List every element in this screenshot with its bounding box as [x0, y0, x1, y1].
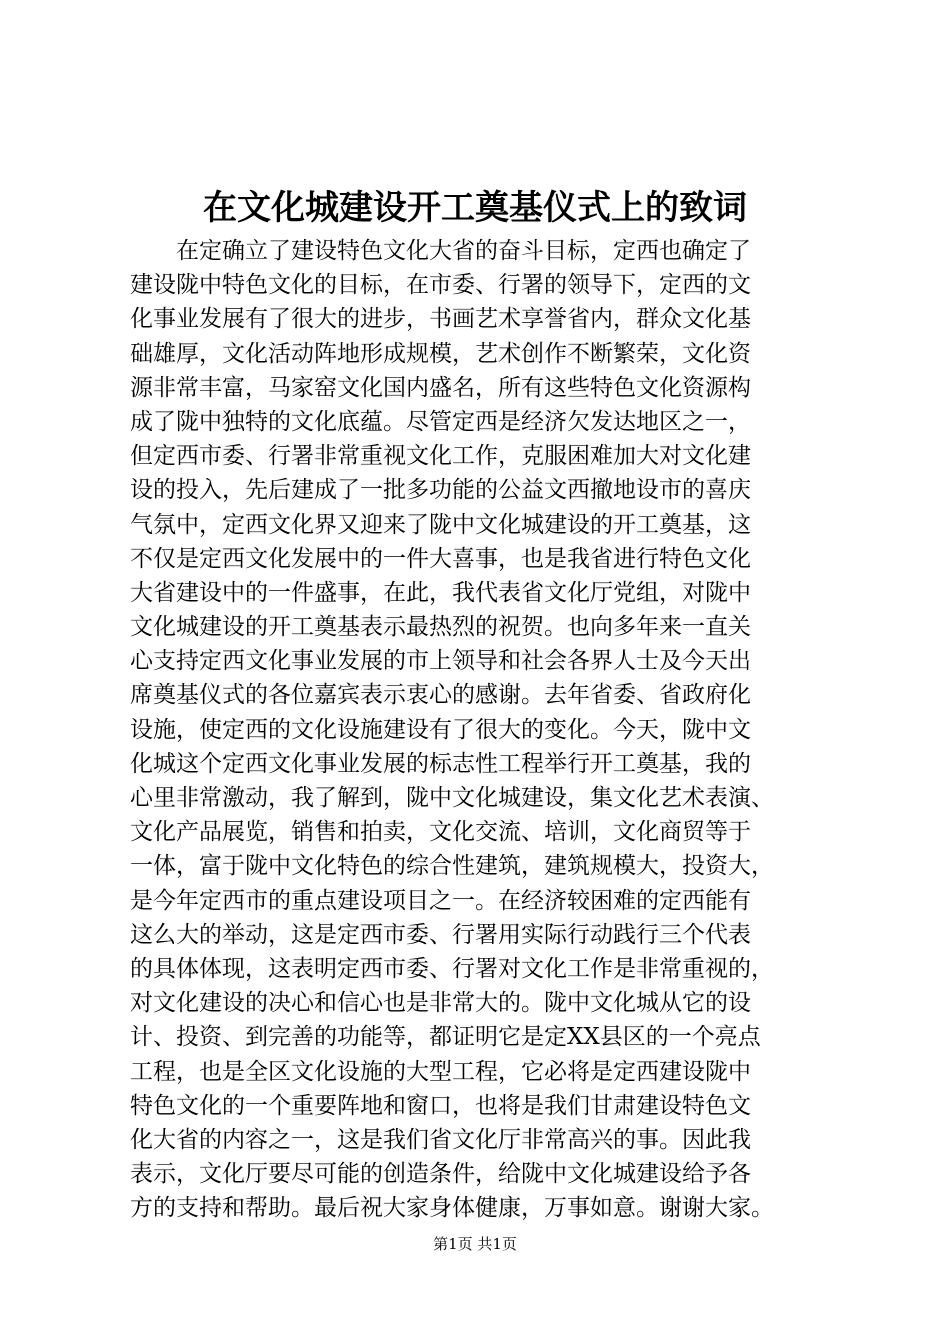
document-title: 在文化城建设开工奠基仪式上的致词 [203, 188, 747, 228]
body-line: 不仅是定西文化发展中的一件大喜事，也是我省进行特色文化 [130, 545, 751, 572]
body-line: 文化城建设的开工奠基表示最热烈的祝贺。也向多年来一直关 [130, 614, 751, 641]
body-line: 础雄厚，文化活动阵地形成规模，艺术创作不断繁荣，文化资 [130, 340, 751, 367]
body-line: 但定西市委、行署非常重视文化工作，克服困难加大对文化建 [130, 443, 751, 470]
body-line: 文化产品展览，销售和拍卖，文化交流、培训，文化商贸等于 [130, 819, 751, 846]
page-footer: 第1页 共1页 [433, 1235, 517, 1253]
body-line: 设施，使定西的文化设施建设有了很大的变化。今天，陇中文 [130, 716, 751, 743]
body-line: 一体，富于陇中文化特色的综合性建筑，建筑规模大，投资大， [130, 853, 774, 880]
body-line: 心里非常激动，我了解到，陇中文化城建设，集文化艺术表演、 [130, 785, 774, 811]
body-line: 席奠基仪式的各位嘉宾表示衷心的感谢。去年省委、省政府化 [130, 682, 751, 709]
body-line: 表示，文化厅要尽可能的创造条件，给陇中文化城建设给予各 [130, 1161, 751, 1188]
body-line: 方的支持和帮助。最后祝大家身体健康，万事如意。谢谢大家。 [130, 1195, 774, 1222]
body-line: 设的投入，先后建成了一批多功能的公益文西撤地设市的喜庆 [130, 477, 751, 504]
body-line: 大省建设中的一件盛事，在此，我代表省文化厅党组，对陇中 [130, 579, 751, 606]
body-line: 的具体体现，这表明定西市委、行署对文化工作是非常重视的， [130, 955, 774, 982]
body-line: 对文化建设的决心和信心也是非常大的。陇中文化城从它的设 [130, 990, 751, 1017]
body-line: 是今年定西市的重点建设项目之一。在经济较困难的定西能有 [130, 887, 751, 914]
body-line: 这么大的举动，这是定西市委、行署用实际行动践行三个代表 [130, 921, 751, 948]
body-line: 化大省的内容之一，这是我们省文化厅非常高兴的事。因此我 [130, 1126, 751, 1153]
body-line: 在定确立了建设特色文化大省的奋斗目标，定西也确定了 [130, 238, 751, 264]
body-line: 心支持定西文化事业发展的市上领导和社会各界人士及今天出 [130, 648, 751, 675]
body-line: 建设陇中特色文化的目标，在市委、行署的领导下，定西的文 [130, 272, 751, 299]
document-body [130, 234, 830, 1225]
body-line: 计、投资、到完善的功能等，都证明它是定XX县区的一个亮点 [130, 1024, 761, 1051]
body-line: 化事业发展有了很大的进步，书画艺术享誉省内，群众文化基 [130, 306, 751, 333]
body-line: 特色文化的一个重要阵地和窗口，也将是我们甘肃建设特色文 [130, 1092, 751, 1119]
body-line: 化城这个定西文化事业发展的标志性工程举行开工奠基，我的 [130, 750, 751, 777]
body-line: 成了陇中独特的文化底蕴。尽管定西是经济欠发达地区之一， [130, 408, 751, 435]
body-line: 气氛中，定西文化界又迎来了陇中文化城建设的开工奠基，这 [130, 511, 751, 538]
body-line: 工程，也是全区文化设施的大型工程，它必将是定西建设陇中 [130, 1058, 751, 1085]
body-line: 源非常丰富，马家窑文化国内盛名，所有这些特色文化资源构 [130, 374, 751, 401]
